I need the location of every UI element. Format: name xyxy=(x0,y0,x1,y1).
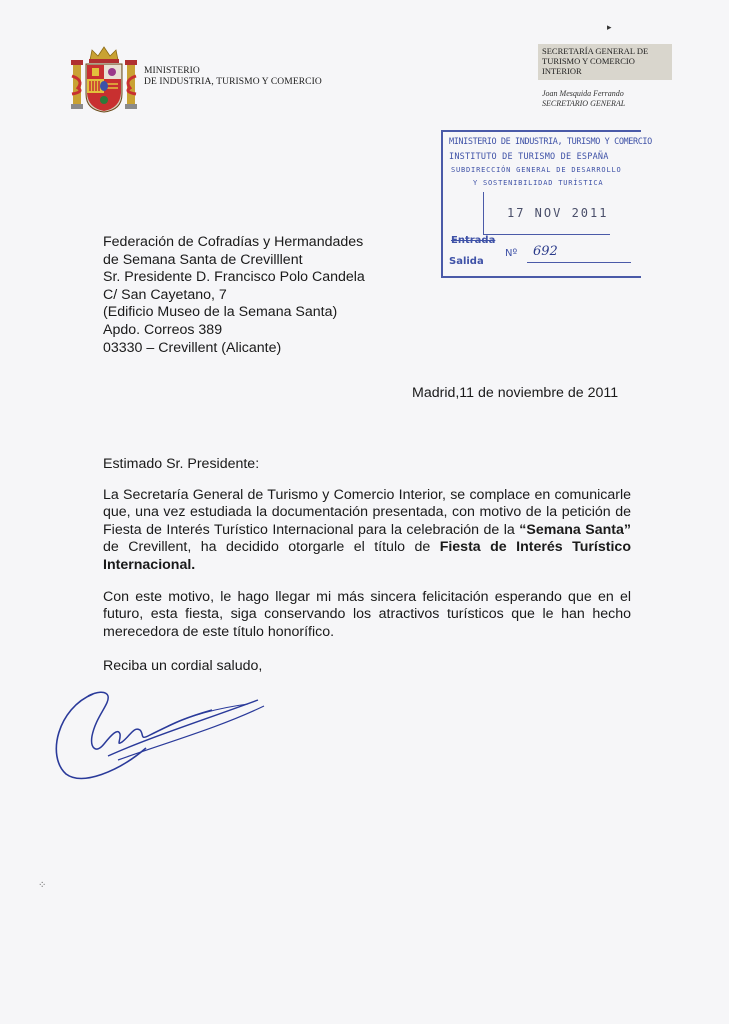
letter-paragraph-1 xyxy=(103,487,631,574)
coat-of-arms-icon xyxy=(70,44,138,116)
recipient-line-6: Apdo. Correos 389 xyxy=(103,321,223,338)
recipient-line-5: (Edificio Museo de la Semana Santa) xyxy=(103,304,338,321)
signatory-title: SECRETARIO GENERAL xyxy=(542,99,626,108)
p1-text-c: de Crevillent, ha decidido otorgarle el título de xyxy=(103,539,440,556)
letter-greeting: Estimado Sr. Presidente: xyxy=(103,456,260,472)
recipient-line-1: Federación de Cofradías y Hermandades xyxy=(103,234,364,250)
recipient-line-3: Sr. Presidente D. Francisco Polo Candela xyxy=(103,269,365,286)
handwritten-signature xyxy=(48,686,270,786)
recipient-line-4: C/ San Cayetano, 7 xyxy=(103,286,227,303)
recipient-line-2: de Semana Santa de Crevilllent xyxy=(103,251,303,268)
registry-stamp xyxy=(441,130,652,278)
letter-paragraph-2: Con este motivo, le hago llegar mi más sincera felicitación esperando que en el futuro, esta fiesta, siga conservando los atractivos turísticos que le han hecho merecedora de este título honorífico. xyxy=(103,589,631,640)
stamp-salida: Salida xyxy=(449,256,484,267)
stamp-line-4: Y SOSTENIBILIDAD TURÍSTICA xyxy=(473,179,604,187)
ministry-line-2: DE INDUSTRIA, TURISMO Y COMERCIO xyxy=(144,77,322,87)
secretaria-line-2: TURISMO Y COMERCIO xyxy=(542,56,635,66)
recipient-line-7: 03330 – Crevillent (Alicante) xyxy=(103,339,282,356)
p1-fiesta-title: Fiesta de Interés Turístico Internacional. xyxy=(103,539,631,573)
p1-text-a: La Secretaría General de Turismo y Comercio Interior, se complace en comunicarle que, una vez estudiada la documentación presentada, con motivo de la petición de Fiesta de Interés Turístico Internacional para la celebración de la xyxy=(103,487,631,538)
stamp-entrada: Entrada xyxy=(451,235,496,246)
margin-marks: ⁘ xyxy=(38,880,47,891)
signatory-block xyxy=(542,89,625,109)
stamp-line-1: MINISTERIO DE INDUSTRIA, TURISMO Y COMERCIO xyxy=(449,137,652,147)
stamp-line-3: SUBDIRECCIÓN GENERAL DE DESARROLLO xyxy=(451,166,622,174)
signatory-name: Joan Mesquida Ferrando xyxy=(542,89,624,98)
recipient-address xyxy=(103,234,365,357)
stamp-date: 17 NOV 2011 xyxy=(507,206,609,220)
secretaria-line-3: INTERIOR xyxy=(542,66,582,76)
secretaria-line-1: SECRETARÍA GENERAL DE xyxy=(542,46,649,56)
corner-mark: ▸ xyxy=(607,22,612,32)
secretaria-box xyxy=(538,44,672,80)
stamp-number-label: Nº xyxy=(505,248,518,259)
stamp-number-underline xyxy=(527,262,631,263)
p1-semana-santa: “Semana Santa” xyxy=(519,521,631,538)
letter-date: Madrid,11 de noviembre de 2011 xyxy=(412,385,619,401)
ministry-name xyxy=(144,66,322,88)
stamp-line-2: INSTITUTO DE TURISMO DE ESPAÑA xyxy=(449,152,609,162)
ministry-line-1: MINISTERIO xyxy=(144,66,200,76)
stamp-number: 692 xyxy=(533,244,558,259)
letter-closing: Reciba un cordial saludo, xyxy=(103,658,263,674)
